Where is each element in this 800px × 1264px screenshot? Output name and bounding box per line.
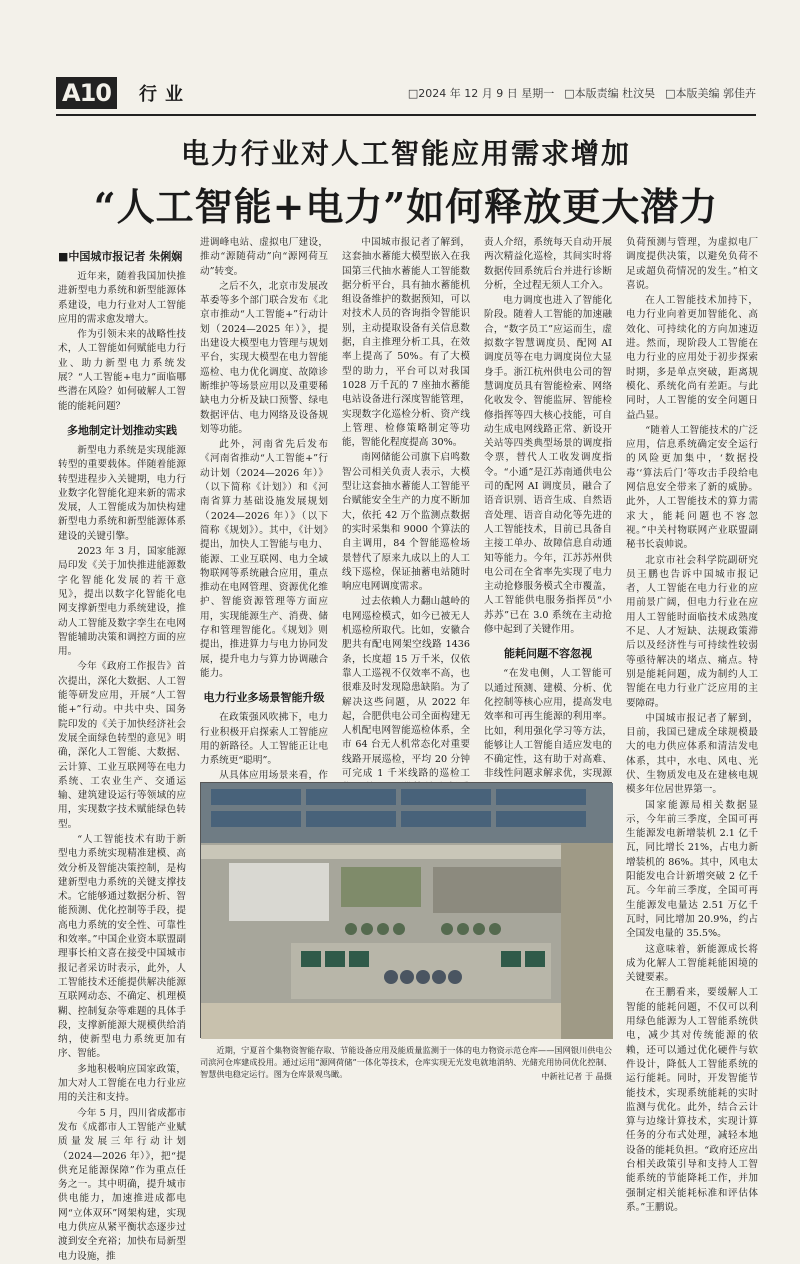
paragraph: 作为引领未来的战略性技术，人工智能如何赋能电力行业、助力新型电力系统发展？“人工智能+电力”面临哪些潜在风险？如何破解人工智能的能耗问题？ [58,329,186,412]
photo-credit: 中新社记者 于 晶摄 [541,1071,612,1081]
paragraph: 南网储能公司旗下启鸣数智公司相关负责人表示，大模型让这套抽水蓄能人工智能平台赋能安全生产的力度不断加大，依托 42 万个监测点数据的实时采集和 9000 个算法的自主调用，84 个智能巡检场景替代了原来九成以上的人工线下巡检，保证抽蓄电站随时响应电网调度需求。 [342,452,470,593]
paragraph: 今年 5 月，四川省成都市发布《成都市人工智能产业赋质量发展三年行动计划（2024—2026 年）》，把“提供充足能源保障”作为重点任务之一。其中明确，提升城市供电能力，加速推进成都电网“立体双环”网架构建，实现电力供应从紧平衡状态逐步过渡到安全充裕；加快布局新型电力设施，推 [58,1107,186,1262]
photo-caption [200,1044,612,1082]
paragraph: 今年《政府工作报告》首次提出，深化大数据、人工智能等研发应用，开展“人工智能+”行动。中共中央、国务院印发的《关于加快经济社会发展全面绿色转型的意见》明确，深化人工智能、大数据、云计算、工业互联网等在电力系统、工农业生产、交通运输、建筑建设运行等领域的应用，实现数字技术赋能绿色转型。 [58,661,186,830]
paragraph: 中国城市报记者了解到，这套抽水蓄能大模型嵌入在我国第三代抽水蓄能人工智能数据分析平台，具有抽水蓄能机组设备维护的数据预知，可以对技术人员的咨询指令智能识别，主动提取设备有关信息数据，自主推理分析工具，在效率上提高了 50%。有了大模型的助力，平台可以对我国 1028 万千瓦的 7 座抽水蓄能电站设备进行深度智能管理，实现数字化巡检分析、资产线上管理、检修策略制定等功能，智能化程度提高 30%。 [342,237,470,449]
aerial-photo-drawing [201,783,613,1039]
paragraph: 此外，河南省先后发布《河南省推动“人工智能+”行动计划（2024—2026 年）》（以下简称《计划》）和《河南省算力基础设施发展规划（2024—2026 年）》（以下简称《规划》）。其中，《计划》提出，加快人工智能与电力、能源、工业互联网、电力全域物联网等系统融合应用，重点推动在电网管理、资源优化维护、智能资源管理等方面应用，实现能源生产、消费、储存和管理智能化。《规划》则提出，推进算力与电力协同发展，提升电力与算力协调融合能力。 [200,439,328,679]
page-number: A10 [56,77,117,109]
paragraph: 电力调度也进入了智能化阶段。随着人工智能的加速融合，“数字员工”应运而生，虚拟数字智慧调度员、配网 AI 调度员等在电力调度岗位大显身手。浙江杭州供电公司的智慧调度员具有智能检索、网络化收发令、智能监屏、智能检修指挥等四大核心技能，可自动生成电网线路正常、新设开关站等四类典型场景的调度指令票，替代人工收发调度指令。“小通”是江苏南通供电公司的配网 AI 调度员，融合了语音识别、语音生成、自然语音处理、语音自动化等先进的人工智能技术，目前已具备自主接工单办、故障信息自动通知等能力。今年，江苏苏州供电公司在全省率先实现了电力主动抢修服务模式全市覆盖，人工智能供电服务指挥员“小苏苏”已在 3.0 系统在主动抢修中起到了关键作用。 [484,295,612,636]
paragraph: 在人工智能技术加持下，电力行业向着更加智能化、高效化、可持续化的方向加速迈进。然而，现阶段人工智能在电力行业的应用处于初步探索时期，多是单点突破，距离规模化、系统化尚有差距。与此同时，人工智能的安全问题日益凸显。 [626,295,758,421]
paragraph: “在发电侧，人工智能可以通过预测、建模、分析、优化控制等核心应用，提高发电效率和可再生能源的利用率。比如，利用强化学习等方法，能够让人工智能自适应发电的不确定性，这有助于对高难、非线性问题求解求优，实现源 [484,668,612,780]
headline-kicker: 电力行业对人工智能应用需求增加 [180,137,631,170]
paragraph: 国家能源局相关数据显示，今年前三季度，全国可再生能源发电新增装机 2.1 亿千瓦，同比增长 21%，占电力新增装机的 86%。其中，风电太阳能发电合计新增突破 2 亿千瓦。今年前三季度，全国可再生能源发电量达 2.51 万亿千瓦时，同比增加 20.9%，约占全国发电量的 35.5%。 [626,799,758,940]
paragraph: 负荷预测与管理，为虚拟电厂调度提供决策，以避免负荷不足或超负荷情况的发生。”柏文喜说。 [626,237,758,291]
headline-main: “人工智能+电力”如何释放更大潜力 [93,184,719,229]
column-3 [342,236,470,779]
paragraph: 中国城市报记者了解到，目前，我国已建成全球规模最大的电力供应体系和清洁发电体系，其中，水电、风电、光伏、生物质发电及在建核电规模多年位居世界第一。 [626,712,758,796]
subheading: 电力行业多场景智能升级 [203,691,325,705]
column-1 [58,270,186,1262]
paragraph: “人工智能技术有助于新型电力系统实现精准建模、高效分析及智能决策控制，是构建新型电力系统的关键支撑技术。它能够通过数据分析、智能预测、优化控制等手段，提高电力系统的安全性、可靠性和效率。”中国企业资本联盟副理事长柏文喜在接受中国城市报记者采访时表示，此外，人工智能技术还能提供解决能源互联网动态、不确定、机理模糊、控制复杂等难题的具体手段，支撑新能源大规模供给消纳，使新型电力系统更加有序、智能。 [58,833,186,1060]
subheading: 多地制定计划推动实践 [67,423,177,437]
caption-text: 近期，宁夏首个集物资智能存取、节能设备应用及能质量监测于一体的电力物资示范仓库——国网银川供电公司滨河仓库建成投用。通过运用“源网荷储”一体化等技术，仓库实现无光发电就地消纳、光储充用协同优化控制、智慧供电稳定运行。图为仓库景观鸟瞰。 [200,1045,612,1079]
paragraph: 近年来，随着我国加快推进新型电力系统和新型能源体系建设，电力行业对人工智能应用的需求愈发增大。 [58,271,186,325]
subheading: 能耗问题不容忽视 [504,647,592,661]
paragraph: 新型电力系统是实现能源转型的重要载体。伴随着能源转型进程步入关键期，电力行业数字化智能化迎来新的需求发展，人工智能成为加快构建新型电力系统和新型能源体系建设的关键引擎。 [58,444,186,542]
paragraph: 责人介绍，系统每天自动开展两次精益化巡检，其间实时将数据传回系统后台并进行诊断分析，全过程无须人工介入。 [484,237,612,291]
column-2 [200,236,328,782]
masthead [56,72,756,116]
column-5 [626,236,758,1213]
column-4 [484,236,612,780]
issue-date: □2024 年 12 月 9 日 星期一 [407,87,555,100]
paragraph: 之后不久，北京市发展改革委等多个部门联合发布《北京市推动“人工智能+”行动计划（2024—2025 年）》，提出建设大模型电力管理与规划平台，实现大模型在电力智能巡检、电力优化调度、故障诊断维护等场景应用以及重要稀缺电力分析及缺口预警、绿电数据评估、电力网络及设备规划等功能。 [200,280,328,435]
paragraph: 进调峰电站、虚拟电厂建设，推动“源随荷动”向“源网荷互动”转变。 [200,237,328,277]
section-name: 行业 [138,84,191,105]
paragraph: 这意味着，新能源成长将成为化解人工智能耗能困境的关键要素。 [626,943,758,984]
art-editor: □本版美编 郭佳卉 [665,87,756,100]
paragraph: 北京市社会科学院副研究员王鹏也告诉中国城市报记者，人工智能在电力行业的应用前景广阔，但电力行业在应用人工智能时面临技术成熟度不足、人才短缺、法规政策滞后以及经济性与可持续性较弱等亟待解决的堵点、痛点。特别是能耗问题，成为制约人工智能在电力行业广泛应用的主要障碍。 [626,554,758,709]
paragraph: 在政策强风吹拂下，电力行业积极开启探索人工智能应用的新路径。人工智能正让电力系统更“聪明”。 [200,712,328,767]
byline: ■中国城市报记者 朱俐娴 [58,250,183,263]
paragraph: 多地积极响应国家政策，加大对人工智能在电力行业应用的关注和支持。 [58,1063,186,1104]
paragraph: 过去依赖人力翻山越岭的电网巡检模式，如今已被无人机巡检所取代。比如，安徽合肥共有配电网架空线路 1436 条，长度超 15 万千米，仅依靠人工巡视不仅效率不高，也很难及时发现隐患缺陷。为了解决这些问题，从 2022 年起，合肥供电公司全面构建无人机配电网智能巡检体系，全市 64 台无人机常态化对重要线路开展巡检，平均 20 分钟可完成 1 千米线路的巡检工 [342,596,470,779]
aerial-photo-warehouse [200,782,612,1038]
responsible-editor: □本版责编 杜汶昊 [564,87,656,100]
issue-meta [408,85,756,101]
paragraph: “随着人工智能技术的广泛应用，信息系统确定安全运行的风险更加集中，‘数据投毒’‘算法后门’等攻击手段给电网信息安全带来了新的威胁。此外，人工智能技术的算力需求大，能耗问题也不容忽视。”中关村物联网产业联盟副秘书长袁帅说。 [626,424,758,551]
paragraph: 2023 年 3 月，国家能源局印发《关于加快推进能源数字化智能化发展的若干意见》，提出以数字化智能化电网支撑新型电力系统建设，推动人工智能及数字孪生在电网智能辅助决策和调控方面的应用。 [58,546,186,658]
paragraph: 在王鹏看来，要缓解人工智能的能耗问题，不仅可以利用绿色能源为人工智能系统供电，减少其对传统能源的依赖，还可以通过优化硬件与软件设计，降低人工智能系统的运行能耗。同时，开发智能节能技术，实现系统能耗的实时监测与优化。此外，结合云计算与边缘计算技术，实现计算任务的分布式处理，减轻本地设备的能耗负担。“政府还应出台相关政策引导和支持人工智能系统的节能降耗工作，并加强制定相关能耗标准和评估体系。”王鹏说。 [626,987,758,1213]
paragraph: 从具体应用场景来看，作 [219,770,328,782]
